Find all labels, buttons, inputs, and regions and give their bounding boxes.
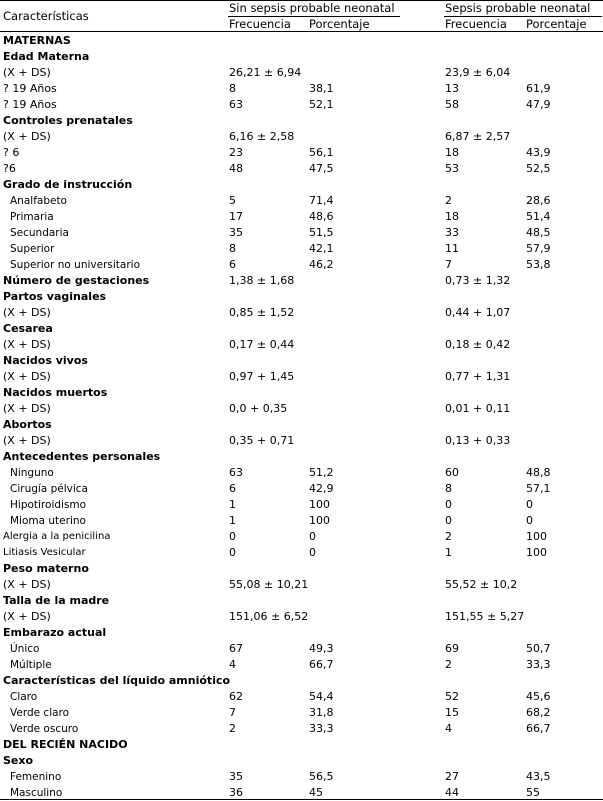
group-label: Controles prenatales — [3, 114, 133, 127]
cell-f1: 6 — [229, 258, 236, 271]
row-label: Secundaria — [10, 227, 69, 239]
group-label: Nacidos muertos — [3, 386, 108, 399]
table-row — [0, 369, 603, 385]
cell-p1: 45 — [309, 786, 323, 799]
table-row — [0, 321, 603, 337]
cell-p1: 33,3 — [309, 722, 334, 735]
cell-f1: 35 — [229, 770, 243, 783]
header-characteristics: Características — [3, 9, 89, 23]
row-label: (X + DS) — [3, 306, 51, 319]
cell-p2: 45,6 — [526, 690, 551, 703]
row-label: Verde claro — [10, 707, 70, 719]
cell-f2: 1 — [445, 546, 452, 559]
header-pct-2: Porcentaje — [526, 17, 587, 31]
row-label: ? 19 Años — [3, 98, 57, 111]
table-row — [0, 609, 603, 625]
cell-f2: 7 — [445, 258, 452, 271]
row-label: Analfabeto — [10, 195, 67, 207]
cell-f2: 0 — [445, 514, 452, 527]
table-row — [0, 129, 603, 145]
table-row — [0, 289, 603, 305]
header-group-no-sepsis: Sin sepsis probable neonatal — [229, 1, 395, 15]
row-label: (X + DS) — [3, 578, 51, 591]
cell-p1: 47,5 — [309, 162, 334, 175]
cell-p2: 61,9 — [526, 82, 551, 95]
header-group-sepsis: Sepsis probable neonatal — [445, 1, 591, 15]
cell-f2: 6,87 ± 2,57 — [445, 130, 511, 143]
table-row — [0, 465, 603, 481]
cell-p1: 54,4 — [309, 690, 334, 703]
cell-f2: 0,01 + 0,11 — [445, 402, 511, 415]
cell-p2: 57,1 — [526, 482, 551, 495]
row-label: ? 6 — [3, 146, 20, 159]
cell-p1: 100 — [309, 514, 330, 527]
cell-p1: 46,2 — [309, 258, 334, 271]
row-label: Único — [10, 643, 40, 655]
table-row — [0, 97, 603, 113]
table-row — [0, 385, 603, 401]
cell-p2: 51,4 — [526, 210, 551, 223]
cell-f2: 4 — [445, 722, 452, 735]
cell-p2: 47,9 — [526, 98, 551, 111]
table-row — [0, 305, 603, 321]
table-row — [0, 49, 603, 65]
header-freq-2: Frecuencia — [445, 17, 507, 31]
cell-p1: 42,9 — [309, 482, 334, 495]
table-row — [0, 513, 603, 529]
group-label: Partos vaginales — [3, 290, 107, 303]
table-row — [0, 209, 603, 225]
cell-f1: 0 — [229, 530, 236, 543]
cell-f2: 151,55 ± 5,27 — [445, 610, 525, 623]
cell-p1: 31,8 — [309, 706, 334, 719]
row-label: (X + DS) — [3, 370, 51, 383]
cell-f1: 62 — [229, 690, 243, 703]
cell-p2: 53,8 — [526, 258, 551, 271]
cell-p1: 51,5 — [309, 226, 334, 239]
row-label: (X + DS) — [3, 434, 51, 447]
table-row — [0, 737, 603, 753]
group-label: Características del líquido amniótico — [3, 674, 231, 687]
cell-f2: 15 — [445, 706, 459, 719]
table-bottom-rule — [0, 799, 603, 800]
row-label: Masculino — [10, 787, 63, 799]
cell-f2: 8 — [445, 482, 452, 495]
table-row — [0, 705, 603, 721]
cell-p1: 48,6 — [309, 210, 334, 223]
table-row — [0, 177, 603, 193]
cell-f1: 4 — [229, 658, 236, 671]
row-label: ? 19 Años — [3, 82, 57, 95]
cell-p1: 49,3 — [309, 642, 334, 655]
cell-f2: 0 — [445, 498, 452, 511]
cell-p1: 71,4 — [309, 194, 334, 207]
cell-p2: 50,7 — [526, 642, 551, 655]
cell-f1: 0,17 ± 0,44 — [229, 338, 295, 351]
group-label: Sexo — [3, 754, 34, 767]
table-row — [0, 577, 603, 593]
cell-f1: 0,0 + 0,35 — [229, 402, 288, 415]
row-label: Primaria — [10, 211, 54, 223]
cell-f1: 63 — [229, 466, 243, 479]
row-label: (X + DS) — [3, 66, 51, 79]
table-row — [0, 241, 603, 257]
cell-f1: 0,35 + 0,71 — [229, 434, 295, 447]
cell-p1: 56,1 — [309, 146, 334, 159]
section-heading: MATERNAS — [3, 34, 71, 47]
cell-f1: 1 — [229, 498, 236, 511]
cell-p2: 43,9 — [526, 146, 551, 159]
row-label: Superior — [10, 243, 55, 255]
cell-f1: 1 — [229, 514, 236, 527]
table-row — [0, 417, 603, 433]
cell-p2: 28,6 — [526, 194, 551, 207]
cell-f2: 55,52 ± 10,2 — [445, 578, 518, 591]
cell-p1: 66,7 — [309, 658, 334, 671]
cell-f2: 18 — [445, 146, 459, 159]
table-row — [0, 401, 603, 417]
table-row — [0, 193, 603, 209]
table-row — [0, 625, 603, 641]
table-row — [0, 769, 603, 785]
row-label: (X + DS) — [3, 338, 51, 351]
cell-f1: 48 — [229, 162, 243, 175]
cell-p1: 56,5 — [309, 770, 334, 783]
cell-f2: 0,18 ± 0,42 — [445, 338, 511, 351]
header-freq-1: Frecuencia — [229, 17, 291, 31]
cell-p1: 0 — [309, 530, 316, 543]
cell-p2: 33,3 — [526, 658, 551, 671]
group-label: Antecedentes personales — [3, 450, 161, 463]
group-label: Número de gestaciones — [3, 274, 150, 287]
cell-p2: 100 — [526, 546, 547, 559]
table-row — [0, 113, 603, 129]
row-label: Mioma uterino — [10, 515, 86, 527]
cell-p2: 66,7 — [526, 722, 551, 735]
group-label: Peso materno — [3, 562, 89, 575]
cell-f2: 0,44 + 1,07 — [445, 306, 511, 319]
cell-p2: 48,5 — [526, 226, 551, 239]
table-row — [0, 689, 603, 705]
cell-f2: 0,13 + 0,33 — [445, 434, 511, 447]
cell-f1: 5 — [229, 194, 236, 207]
cell-f1: 151,06 ± 6,52 — [229, 610, 309, 623]
group-label: Talla de la madre — [3, 594, 110, 607]
row-label: Ninguno — [10, 467, 54, 479]
cell-f2: 2 — [445, 194, 452, 207]
cell-f1: 23 — [229, 146, 243, 159]
cell-p2: 43,5 — [526, 770, 551, 783]
table-row — [0, 81, 603, 97]
cell-f2: 11 — [445, 242, 459, 255]
cell-f2: 44 — [445, 786, 459, 799]
cell-f1: 0 — [229, 546, 236, 559]
cell-p2: 57,9 — [526, 242, 551, 255]
cell-p1: 100 — [309, 498, 330, 511]
cell-f2: 53 — [445, 162, 459, 175]
header-pct-1: Porcentaje — [309, 17, 370, 31]
cell-f2: 18 — [445, 210, 459, 223]
cell-f2: 52 — [445, 690, 459, 703]
cell-p1: 42,1 — [309, 242, 334, 255]
cell-f2: 33 — [445, 226, 459, 239]
cell-f1: 6,16 ± 2,58 — [229, 130, 295, 143]
table-row — [0, 561, 603, 577]
table-row — [0, 753, 603, 769]
table-row — [0, 225, 603, 241]
table-row — [0, 497, 603, 513]
table-row — [0, 641, 603, 657]
cell-f1: 63 — [229, 98, 243, 111]
table-row — [0, 65, 603, 81]
row-label: Alergia a la penicilina — [3, 531, 111, 542]
cell-p2: 100 — [526, 530, 547, 543]
table-row — [0, 33, 603, 49]
table-row — [0, 721, 603, 737]
table-row — [0, 257, 603, 273]
group-label: Abortos — [3, 418, 52, 431]
cell-p1: 51,2 — [309, 466, 334, 479]
cell-f1: 7 — [229, 706, 236, 719]
cell-f1: 2 — [229, 722, 236, 735]
table-row — [0, 273, 603, 289]
table-row — [0, 337, 603, 353]
table-row — [0, 545, 603, 561]
row-label: (X + DS) — [3, 402, 51, 415]
row-label: ?6 — [3, 162, 16, 175]
table-row — [0, 145, 603, 161]
row-label: (X + DS) — [3, 130, 51, 143]
table-row — [0, 657, 603, 673]
cell-p1: 0 — [309, 546, 316, 559]
cell-f2: 0,73 ± 1,32 — [445, 274, 511, 287]
cell-f1: 17 — [229, 210, 243, 223]
row-label: Hipotiroidismo — [10, 499, 87, 511]
group-label: Grado de instrucción — [3, 178, 133, 191]
cell-f1: 6 — [229, 482, 236, 495]
group-label: Nacidos vivos — [3, 354, 88, 367]
cell-f1: 0,85 ± 1,52 — [229, 306, 295, 319]
cell-p2: 55 — [526, 786, 540, 799]
group-label: Edad Materna — [3, 50, 90, 63]
cell-p2: 0 — [526, 514, 533, 527]
table-row — [0, 593, 603, 609]
cell-f2: 58 — [445, 98, 459, 111]
row-label: Verde oscuro — [10, 723, 79, 735]
cell-f1: 55,08 ± 10,21 — [229, 578, 309, 591]
cell-f1: 36 — [229, 786, 243, 799]
cell-f2: 0,77 + 1,31 — [445, 370, 511, 383]
header-bottom-rule — [0, 31, 603, 32]
table-row — [0, 353, 603, 369]
cell-p2: 0 — [526, 498, 533, 511]
cell-f1: 1,38 ± 1,68 — [229, 274, 295, 287]
table-row — [0, 161, 603, 177]
row-label: Femenino — [10, 771, 62, 783]
row-label: Claro — [10, 691, 38, 703]
row-label: Litiasis Vesicular — [3, 547, 86, 558]
table-row — [0, 433, 603, 449]
table-row — [0, 481, 603, 497]
cell-f1: 35 — [229, 226, 243, 239]
cell-p2: 52,5 — [526, 162, 551, 175]
cell-p2: 48,8 — [526, 466, 551, 479]
group-label: Cesarea — [3, 322, 53, 335]
cell-f1: 26,21 ± 6,94 — [229, 66, 302, 79]
cell-f2: 2 — [445, 658, 452, 671]
row-label: Múltiple — [10, 659, 52, 671]
section-heading: DEL RECIÉN NACIDO — [3, 738, 128, 751]
cell-p2: 68,2 — [526, 706, 551, 719]
cell-p1: 38,1 — [309, 82, 334, 95]
cell-p1: 52,1 — [309, 98, 334, 111]
cell-f2: 27 — [445, 770, 459, 783]
cell-f2: 69 — [445, 642, 459, 655]
table-row — [0, 673, 603, 689]
cell-f2: 60 — [445, 466, 459, 479]
cell-f1: 8 — [229, 242, 236, 255]
cell-f2: 23,9 ± 6,04 — [445, 66, 511, 79]
cell-f2: 2 — [445, 530, 452, 543]
table-row — [0, 529, 603, 545]
cell-f2: 13 — [445, 82, 459, 95]
row-label: Superior no universitario — [10, 259, 140, 271]
row-label: Cirugía pélvica — [10, 483, 88, 495]
group-label: Embarazo actual — [3, 626, 107, 639]
table-row — [0, 449, 603, 465]
row-label: (X + DS) — [3, 610, 51, 623]
cell-f1: 0,97 + 1,45 — [229, 370, 295, 383]
cell-f1: 67 — [229, 642, 243, 655]
cell-f1: 8 — [229, 82, 236, 95]
